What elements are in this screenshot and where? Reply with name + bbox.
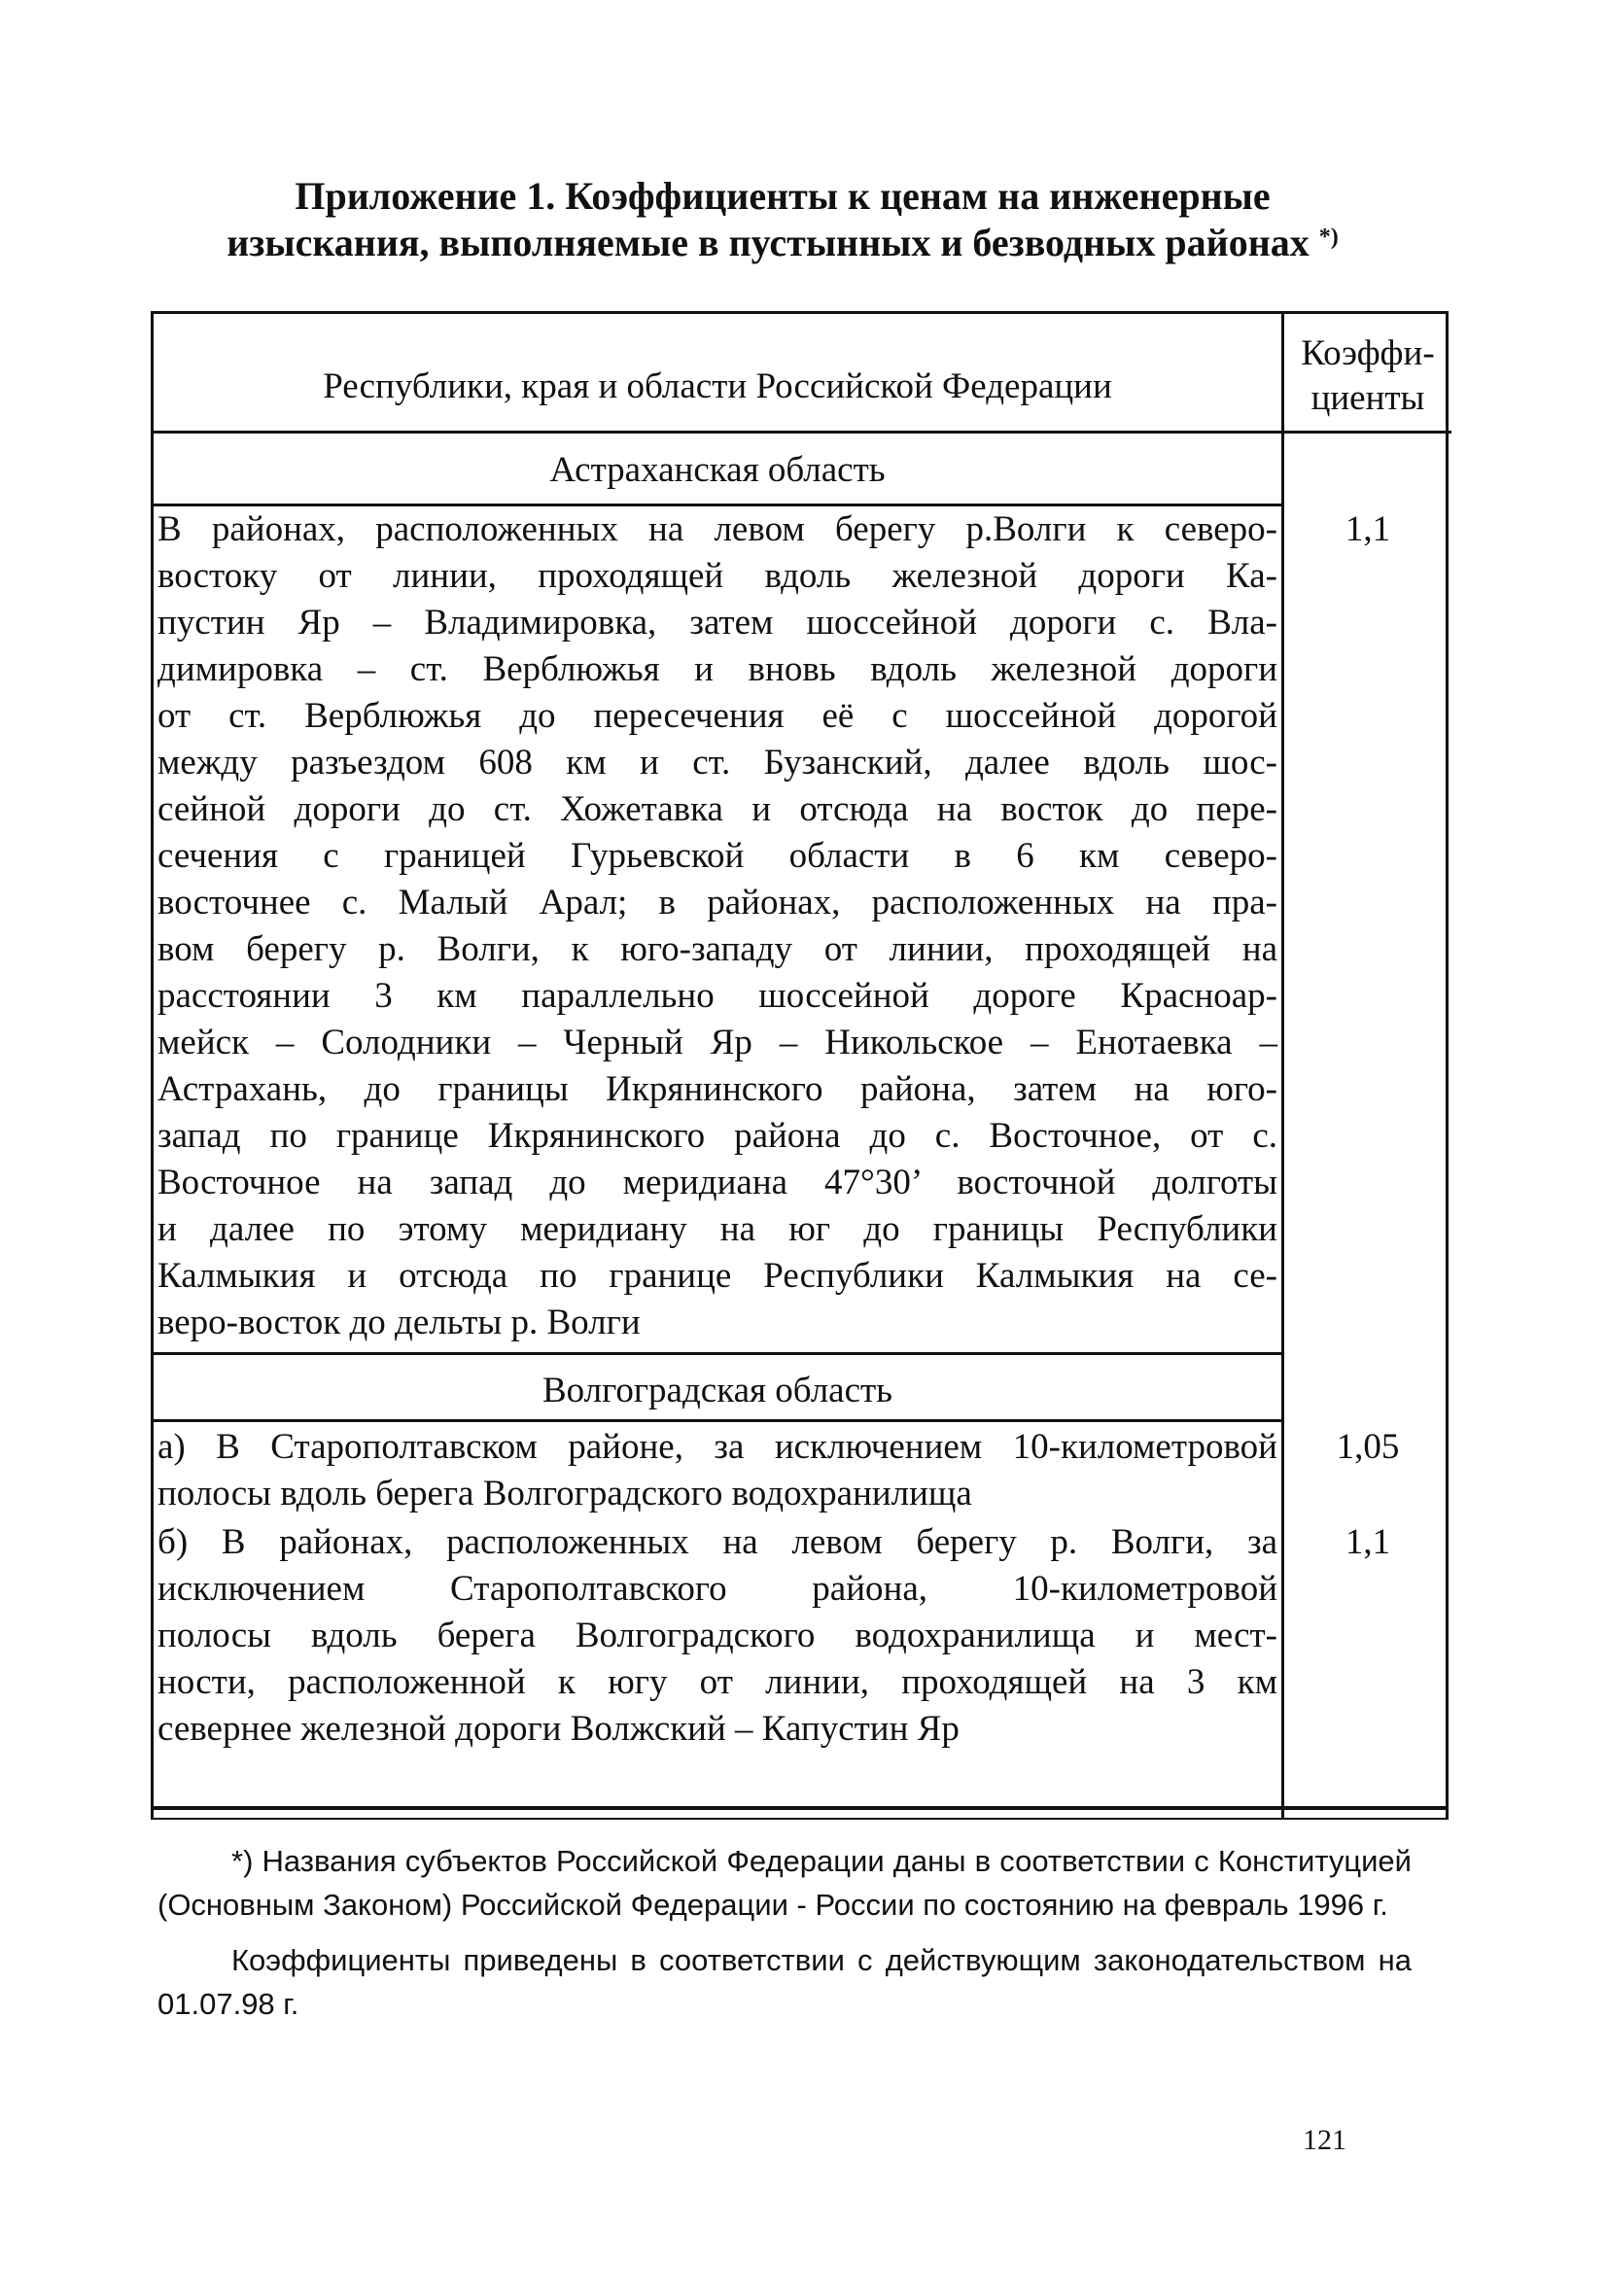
section-title-volgograd: Волгоградская область bbox=[541, 1371, 893, 1410]
volgograd-item-b bbox=[157, 1519, 1277, 1753]
text-line: веро-восток до дельты р. Волги bbox=[157, 1303, 641, 1342]
text-line: вом берегу р. Волги, к юго-западу от линии, проходящей на bbox=[157, 929, 1277, 969]
text-line: ности, расположенной к югу от линии, проходящей на 3 км bbox=[157, 1662, 1277, 1702]
footnote-1: *) Названия субъектов Российской Федерации даны в соответствии с Конституцией (Основным Законом) Российской Федерации - России по состоянию на февраль 1996 г. bbox=[157, 1844, 1412, 1922]
text-line: восточнее с. Малый Арал; в районах, расположенных на пра- bbox=[157, 883, 1277, 922]
text-line: а) В Старополтавском районе, за исключением 10-километровой bbox=[157, 1427, 1277, 1467]
page-number: 121 bbox=[1303, 2124, 1346, 2156]
text-line: сейной дороги до ст. Хожетавка и отсюда на восток до пере- bbox=[157, 789, 1277, 829]
header-coefficients bbox=[1284, 331, 1451, 421]
table-bottom-border bbox=[151, 1806, 1449, 1820]
text-line: В районах, расположенных на левом берегу р.Волги к северо- bbox=[157, 509, 1277, 549]
page-title bbox=[146, 173, 1419, 266]
text-line: Восточное на запад до меридиана 47°30’ восточной долготы bbox=[157, 1163, 1277, 1202]
section-divider bbox=[154, 1419, 1281, 1422]
text-line: исключением Старополтавского районa, 10-километровой bbox=[157, 1569, 1277, 1609]
coef-volgograd-b: 1,1 bbox=[1345, 1522, 1391, 1562]
footnote-mark: *) bbox=[1318, 225, 1339, 250]
header-coef-line-2: циенты bbox=[1310, 378, 1425, 418]
title-line-2-text: изыскания, выполняемые в пустынных и безводных районах bbox=[227, 221, 1310, 264]
section-divider bbox=[154, 1352, 1281, 1355]
astrakhan-description bbox=[157, 506, 1277, 1346]
text-line: б) В районах, расположенных на левом берегу р. Волги, за bbox=[157, 1522, 1277, 1562]
coefficients-table bbox=[151, 311, 1449, 1820]
footnotes bbox=[157, 1839, 1412, 2026]
header-coef-line-1: Коэффи- bbox=[1301, 333, 1435, 373]
text-line: сечения с границей Гурьевской области в 6 км северо- bbox=[157, 836, 1277, 876]
volgograd-item-a bbox=[157, 1424, 1277, 1517]
coef-astrakhan: 1,1 bbox=[1345, 509, 1391, 549]
header-regions: Республики, края и области Российской Федерации bbox=[323, 366, 1112, 406]
coef-volgograd-a: 1,05 bbox=[1336, 1427, 1400, 1467]
text-line: мейск – Солодники – Черный Яр – Никольское – Енотаевка – bbox=[157, 1023, 1277, 1062]
section-title-astrakhan: Астраханская область bbox=[549, 450, 886, 490]
text-line: полосы вдоль берега Волгоградского водохранилища bbox=[157, 1474, 972, 1513]
text-line: Калмыкия и отсюда по границе Республики Калмыкия на се- bbox=[157, 1256, 1277, 1296]
text-line: востоку от линии, проходящей вдоль железной дороги Ка- bbox=[157, 556, 1277, 596]
text-line: от ст. Верблюжья до пересечения её с шоссейной дорогой bbox=[157, 696, 1277, 736]
footnote-2: Коэффициенты приведены в соответствии с действующим законодательством на 01.07.98 г. bbox=[157, 1943, 1412, 2021]
text-line: димировка – ст. Верблюжья и вновь вдоль железной дороги bbox=[157, 649, 1277, 689]
text-line: и далее по этому меридиану на юг до границы Республики bbox=[157, 1209, 1277, 1249]
text-line: между разъездом 608 км и ст. Бузанский, далее вдоль шос- bbox=[157, 743, 1277, 783]
title-line-1: Приложение 1. Коэффициенты к ценам на инженерные bbox=[295, 174, 1271, 218]
text-line: пустин Яр – Владимировка, затем шоссейной дороги с. Вла- bbox=[157, 603, 1277, 643]
text-line: запад по границе Икрянинского района до с. Восточное, от с. bbox=[157, 1116, 1277, 1156]
text-line: полосы вдоль берега Волгоградского водохранилища и мест- bbox=[157, 1616, 1277, 1655]
text-line: расстоянии 3 км параллельно шоссейной дороге Красноар- bbox=[157, 976, 1277, 1016]
title-line-2 bbox=[146, 220, 1419, 266]
header-divider bbox=[154, 431, 1451, 434]
text-line: севернее железной дороги Волжский – Капустин Яр bbox=[157, 1709, 960, 1749]
text-line: Астрахань, до границы Икрянинского района, затем на юго- bbox=[157, 1069, 1277, 1109]
